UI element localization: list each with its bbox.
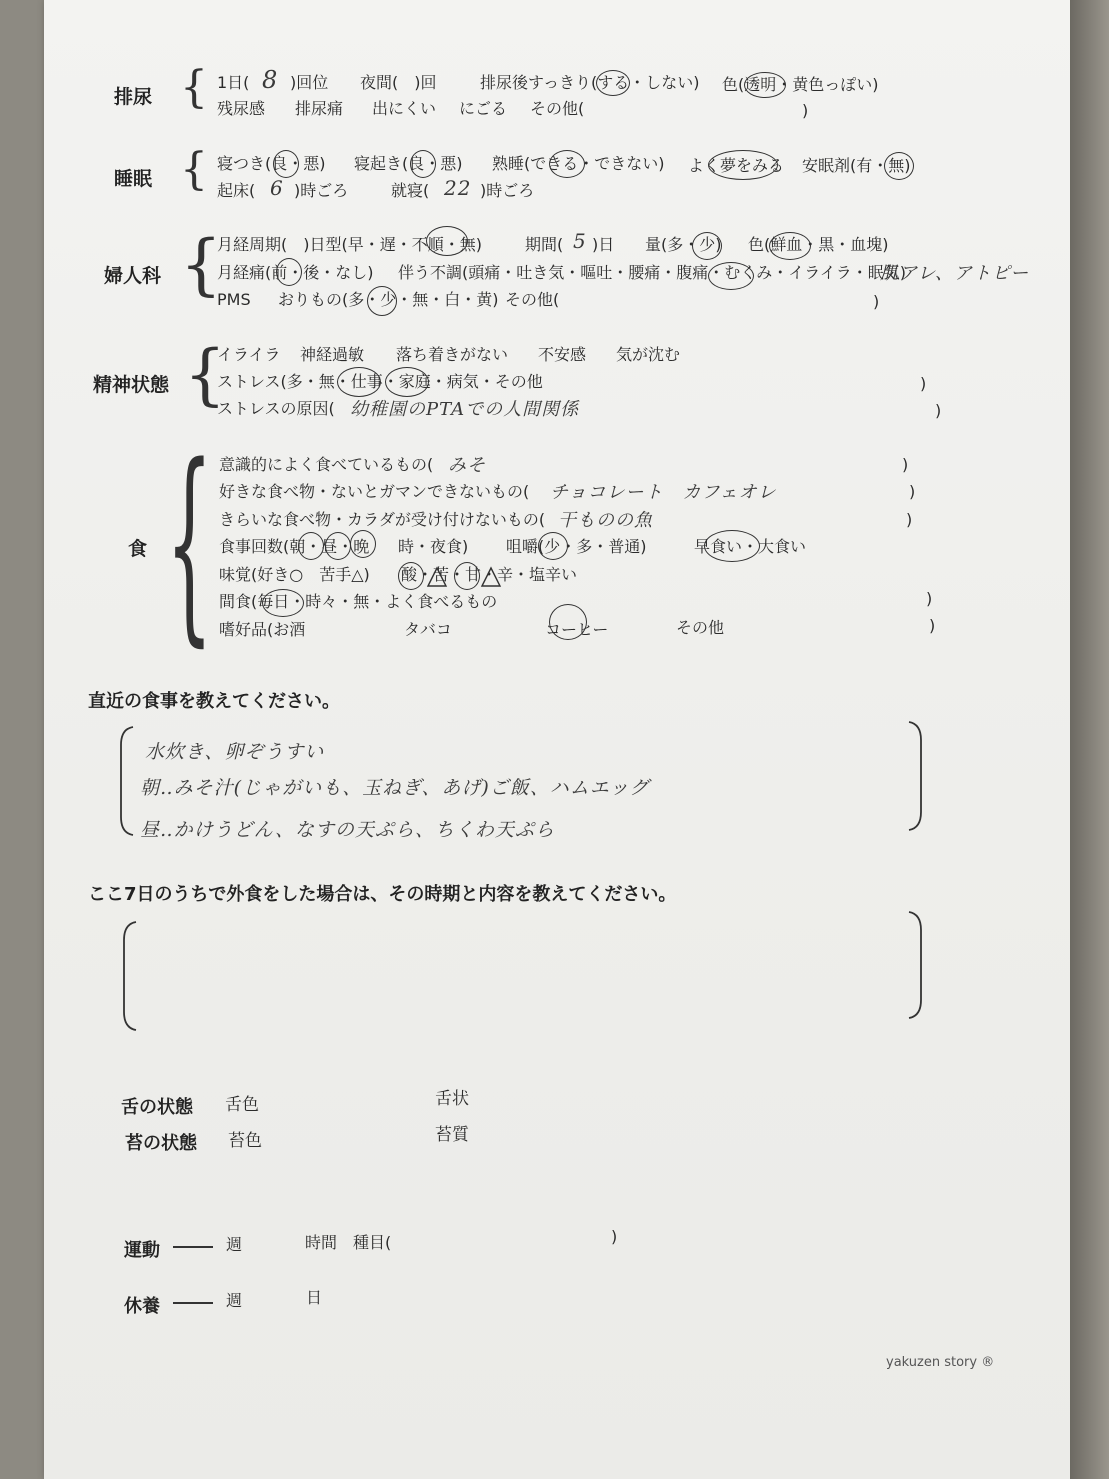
eating-out-question: ここ7日のうちで外食をした場合は、その時期と内容を教えてください。 (88, 884, 677, 905)
mental-cause-open: ストレスの原因( (217, 399, 335, 418)
urination-night: 夜間( )回 (360, 73, 437, 92)
gyn-other-close: ) (873, 292, 880, 311)
mental-anxiety: 不安感 (538, 345, 587, 364)
recent-meal-line-3: 昼‥かけうどん、なすの天ぷら、ちくわ天ぷら (140, 819, 555, 841)
food-favorite-close: ) (909, 482, 916, 501)
food-chewing: 咀嚼(少・多・普通) (506, 537, 647, 556)
food-conscious-value: みそ (448, 455, 486, 476)
sleep-wake-open: 起床( (217, 181, 256, 200)
circle-shigoto (337, 367, 381, 397)
urination-label: 排尿 (114, 86, 153, 108)
food-coffee: コーヒー (545, 620, 609, 639)
food-favorite-open: 好きな食べ物・ないとガマンできないもの( (219, 482, 530, 501)
urination-residual: 残尿感 (217, 99, 266, 118)
food-meals: 食事回数(朝・昼・晩 (219, 537, 370, 556)
circle-katei (385, 367, 429, 397)
gynecology-label: 婦人科 (104, 265, 162, 287)
rest-day: 日 (306, 1288, 323, 1307)
urination-per-day-close: )回位 (290, 73, 329, 92)
food-tobacco: タバコ (404, 620, 452, 639)
rest-week: 週 (226, 1291, 243, 1310)
urination-other: その他( (530, 99, 585, 118)
food-conscious-close: ) (902, 455, 909, 474)
circle-senketsu (769, 232, 811, 260)
circle-sukunai (692, 232, 722, 260)
circle-sukunai-discharge (367, 286, 397, 316)
coat-label: 苔の状態 (125, 1133, 197, 1154)
mental-cause-value: 幼稚園のPTAでの人間関係 (350, 399, 580, 420)
mental-label: 精神状態 (93, 374, 170, 396)
mental-cause-close: ) (935, 401, 942, 420)
sleep-pills: 安眠剤(有・無) (802, 156, 911, 175)
food-indulgence: 嗜好品(お酒 (219, 620, 306, 639)
recent-meal-line-1: 水炊き、卵ぞうすい (145, 741, 325, 763)
gyn-pain: 月経痛(前・後・なし) (217, 263, 374, 282)
gyn-pms: PMS (217, 290, 251, 309)
gyn-discharge: おりもの(多・少・無・白・黄) (278, 290, 499, 309)
food-indulgence-other: その他 (676, 618, 725, 637)
circle-dekiru (549, 150, 585, 178)
exercise-kind-close: ) (611, 1227, 618, 1246)
urination-relief: 排尿後すっきり(する・しない) (480, 73, 700, 92)
coat-quality: 苔質 (435, 1125, 469, 1145)
food-dislike-open: きらいな食べ物・カラダが受け付けないもの( (219, 510, 546, 529)
exercise-hours: 時間 (305, 1233, 338, 1252)
eating-out-bracket-left (120, 920, 140, 1032)
sleep-bed-close: )時ごろ (480, 181, 535, 200)
tongue-label: 舌の状態 (121, 1097, 193, 1118)
exercise-label: 運動 (124, 1240, 160, 1261)
gyn-symptoms: 伴う不調(頭痛・吐き気・嘔吐・腰痛・腹痛・むくみ・イライラ・眠気) (398, 263, 907, 282)
recent-meals-question: 直近の食事を教えてください。 (88, 691, 340, 712)
mental-irritated: イライラ (217, 345, 281, 364)
circle-hiru (325, 532, 351, 560)
sleep-label: 睡眠 (114, 168, 153, 190)
circle-fujun (426, 226, 468, 256)
circle-mae (276, 258, 302, 286)
circle-mu (884, 152, 914, 180)
circle-toumei (744, 72, 786, 98)
urination-brace: { (180, 62, 208, 113)
circle-san (398, 562, 424, 590)
recent-meals-bracket-left (117, 725, 137, 837)
food-eating-speed: 早食い・大食い (694, 537, 807, 556)
mental-stress-close: ) (920, 374, 927, 393)
urination-color: 色(透明・黄色っぽい) (722, 75, 879, 94)
rest-label: 休養 (124, 1296, 160, 1317)
urination-per-day-open: 1日( (217, 73, 250, 92)
urination-pain: 排尿痛 (295, 99, 344, 118)
sleep-bed-value: 22 (444, 176, 472, 200)
circle-yume (708, 150, 778, 180)
sleep-deep: 熟睡(できる・できない) (492, 154, 665, 173)
circle-suru (596, 70, 630, 96)
urination-difficult: 出にくい (372, 99, 437, 118)
circle-coffee (549, 604, 587, 640)
circle-ban (350, 530, 376, 558)
mental-nervous: 神経過敏 (300, 345, 365, 364)
food-indulgence-close: ) (929, 616, 936, 635)
taste-triangle-marks (424, 566, 484, 588)
gyn-color: 色(鮮血・黒・血塊) (748, 235, 889, 254)
sleep-wake-close: )時ごろ (294, 181, 349, 200)
food-snacks-close: ) (926, 589, 933, 608)
circle-mainichi (262, 589, 304, 617)
sleep-waking: 寝起き(良・悪) (354, 154, 463, 173)
gyn-period-value: 5 (573, 229, 587, 253)
tongue-color: 舌色 (225, 1095, 259, 1115)
gyn-period-close: )日 (592, 235, 615, 254)
mental-brace: { (184, 336, 226, 413)
recent-meals-bracket-right (905, 720, 925, 832)
urination-cloudy: にごる (459, 99, 508, 118)
food-meals-time: 時・夜食) (398, 537, 469, 556)
gyn-other: その他( (505, 290, 560, 309)
sleep-wake-value: 6 (270, 176, 284, 200)
mental-restless: 落ち着きがない (396, 345, 509, 364)
recent-meal-line-2: 朝‥みそ汁(じゃがいも、玉ねぎ、あげ)ご飯、ハムエッグ (140, 777, 650, 799)
circle-chew-sukunai (538, 532, 568, 560)
tongue-shape: 舌状 (435, 1089, 469, 1109)
food-conscious-open: 意識的によく食べているもの( (219, 455, 434, 474)
mental-depressed: 気が沈む (616, 345, 681, 364)
exercise-kind: 種目( (353, 1233, 392, 1252)
rest-dash (173, 1302, 213, 1304)
circle-mukumi (708, 262, 754, 290)
sleep-onset: 寝つき(良・悪) (217, 154, 326, 173)
food-dislike-value: 干ものの魚 (558, 510, 653, 531)
gyn-skin-note: 肌アレ、アトピー (880, 263, 1030, 284)
food-brace: { (166, 420, 213, 665)
circle-ryou-waking (410, 150, 436, 178)
mental-stress: ストレス(多・無・仕事・家庭・病気・その他 (217, 372, 543, 391)
sleep-brace: { (180, 144, 208, 195)
eating-out-bracket-right (905, 910, 925, 1020)
coat-color: 苔色 (228, 1131, 262, 1151)
circle-hayagui (704, 530, 760, 562)
food-dislike-close: ) (906, 510, 913, 529)
sleep-dreams: よく夢をみる (688, 156, 785, 175)
gyn-amount: 量(多・少) (645, 235, 722, 254)
gyn-period-open: 期間( (525, 235, 564, 254)
circle-asa (298, 532, 324, 560)
food-label: 食 (128, 538, 148, 560)
food-taste-legend: 味覚(好き○ 苦手△) (219, 565, 370, 584)
sleep-bed-open: 就寝( (391, 181, 430, 200)
footer-brand: yakuzen story ® (886, 1355, 995, 1370)
gyn-cycle: 月経周期( )日型(早・遅・不順・無) (217, 235, 482, 254)
exercise-dash (173, 1246, 213, 1248)
urination-other-close: ) (802, 101, 809, 120)
food-favorite-value: チョコレート カフェオレ (550, 482, 777, 503)
circle-ryou-onset (273, 150, 299, 178)
food-snacks: 間食(毎日・時々・無・よく食べるもの (219, 592, 498, 611)
food-taste-values: 酸・苦・甘・辛・塩辛い (401, 565, 578, 584)
table-edge (1070, 0, 1109, 1479)
exercise-week: 週 (226, 1235, 243, 1254)
gynecology-brace: { (180, 226, 222, 303)
urination-per-day-value: 8 (262, 66, 279, 94)
